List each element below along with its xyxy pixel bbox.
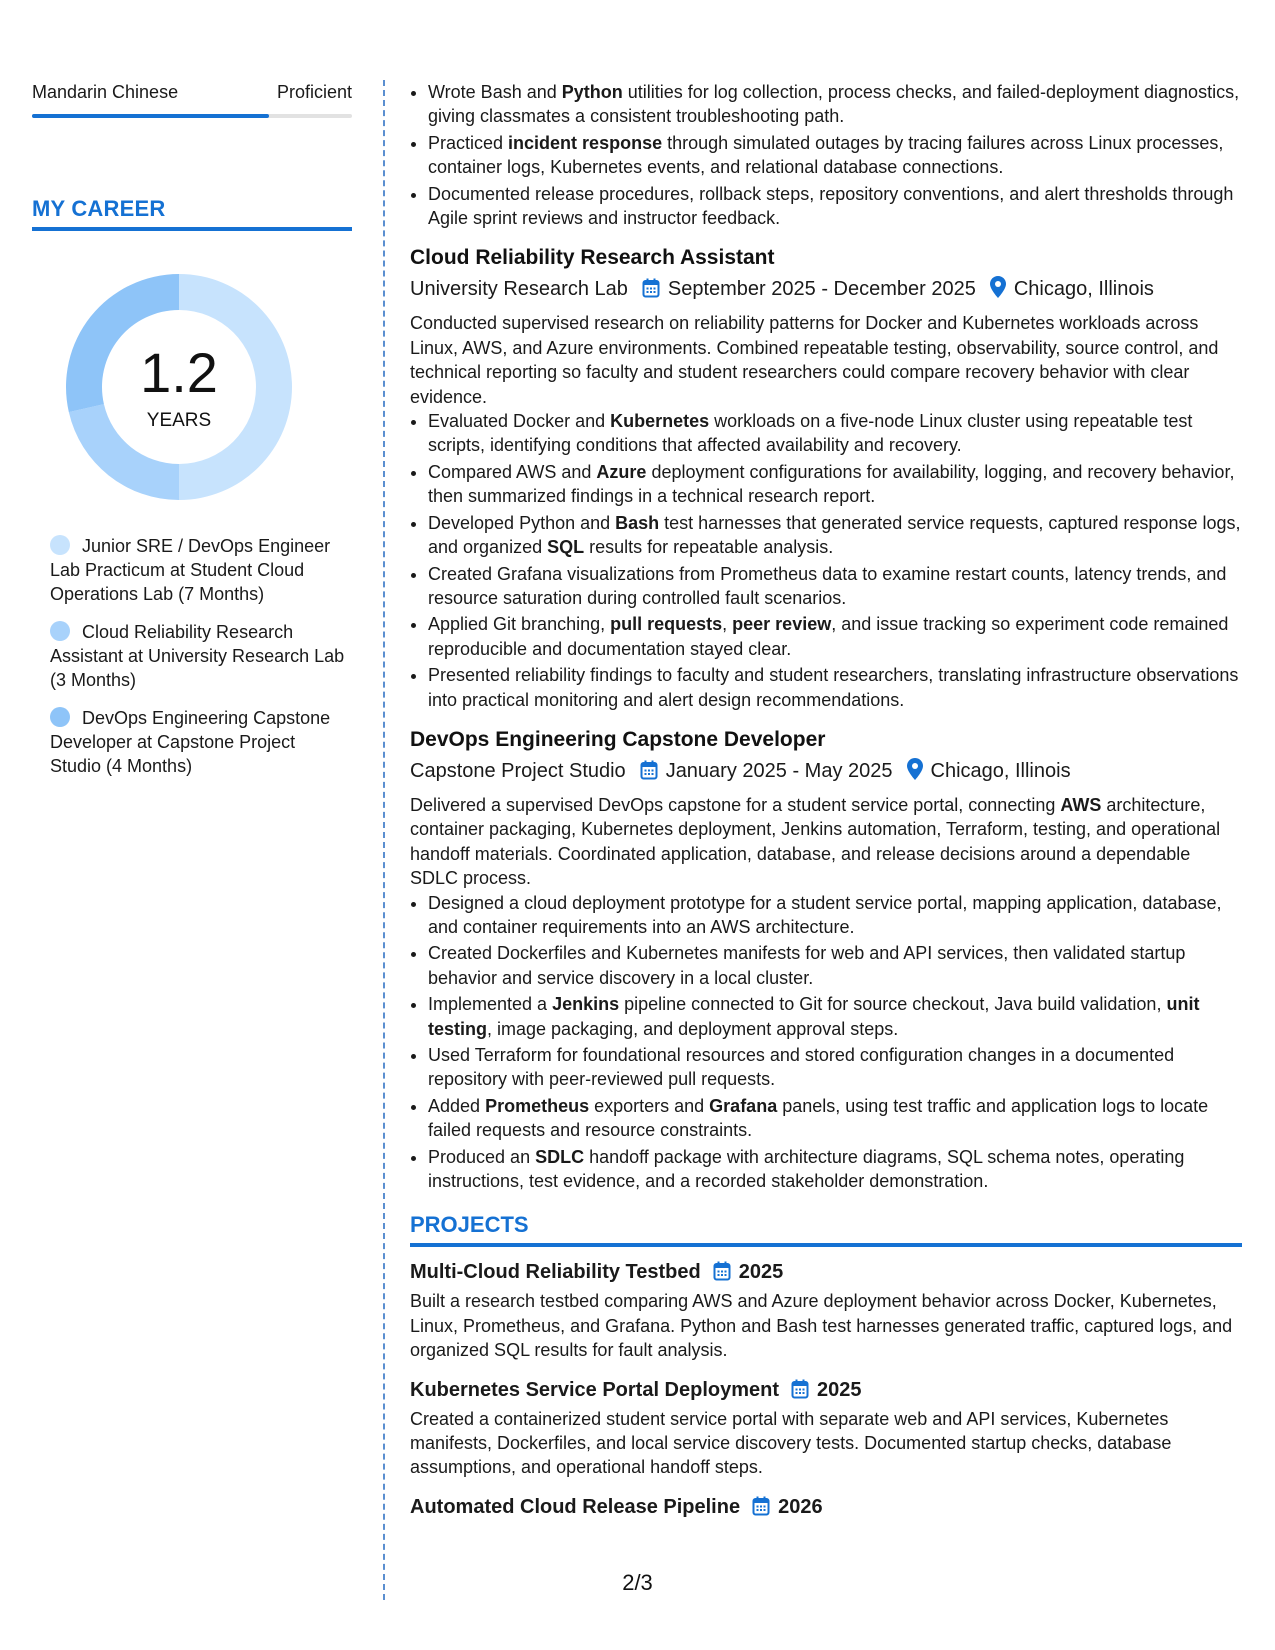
intro-bullet-list — [410, 80, 1242, 230]
project-header — [410, 1377, 1242, 1403]
projects-list — [410, 1259, 1242, 1519]
legend-dot — [50, 707, 70, 727]
job-title: DevOps Engineering Capstone Developer — [410, 727, 826, 751]
project-header — [410, 1494, 1242, 1520]
bullet-item: • Practiced incident response through simulated outages by tracing failures across Linux processes, container logs, Kubernetes events, and relational database connections. — [428, 131, 1242, 180]
job-dates: September 2025 - December 2025 — [667, 278, 976, 301]
calendar-icon — [713, 1261, 731, 1281]
job-entry — [410, 244, 1242, 712]
language-row — [32, 82, 352, 106]
legend-dot — [50, 621, 70, 641]
career-legend-label: DevOps Engineering Capstone Developer at Capstone Project Studio (4 Months) — [50, 708, 331, 776]
bullet-item: • Developed Python and Bash test harnesses that generated service requests, captured response logs, and organized SQL results for repeatable analysis. — [428, 511, 1242, 560]
language-proficiency-fill — [32, 114, 269, 118]
job-location: Chicago, Illinois — [1013, 278, 1154, 301]
career-total-unit: YEARS — [146, 410, 212, 431]
career-legend — [50, 534, 350, 792]
project-title: Multi-Cloud Reliability Testbed — [410, 1261, 701, 1284]
language-proficiency-bar — [32, 114, 352, 118]
bullet-item: • Implemented a Jenkins pipeline connected to Git for source checkout, Java build validation, unit testing, image packaging, and deployment approval steps. — [428, 992, 1242, 1041]
job-meta — [410, 275, 1242, 303]
job-dates: January 2025 - May 2025 — [665, 759, 893, 782]
location-pin-icon — [907, 758, 923, 780]
bullet-item: • Used Terraform for foundational resources and stored configuration changes in a documented repository with peer-reviewed pull requests. — [428, 1043, 1242, 1092]
project-year: 2025 — [738, 1261, 784, 1284]
job-summary: Conducted supervised research on reliability patterns for Docker and Kubernetes workloads across Linux, AWS, and Azure environments. Combined repeatable testing, observability, source control, and technical reporting so faculty and student researchers could compare recovery behavior with clear evidence. — [410, 313, 1219, 407]
job-company: University Research Lab — [410, 278, 628, 301]
bullet-item: • Designed a cloud deployment prototype for a student service portal, mapping application, database, and container requirements into an AWS architecture. — [428, 891, 1242, 940]
location-pin-icon — [990, 276, 1006, 298]
job-summary: Delivered a supervised DevOps capstone for a student service portal, connecting AWS architecture, container packaging, Kubernetes deployment, Jenkins automation, Terraform, testing, and operational handoff materials. Coordinated application, database, and release decisions around a dependable SDLC process. — [410, 794, 1221, 889]
calendar-icon — [752, 1496, 770, 1516]
career-legend-label: Junior SRE / DevOps Engineer Lab Practicum at Student Cloud Operations Lab (7 Months) — [50, 536, 331, 604]
job-entry — [410, 726, 1242, 1194]
bullet-item: • Presented reliability findings to faculty and student researchers, translating infrastructure observations into practical monitoring and alert design recommendations. — [428, 663, 1242, 712]
bullet-item: • Wrote Bash and Python utilities for log collection, process checks, and failed-deployment diagnostics, giving classmates a consistent troubleshooting path. — [428, 80, 1242, 129]
job-location: Chicago, Illinois — [930, 759, 1071, 782]
project-entry — [410, 1259, 1242, 1362]
language-level: Proficient — [276, 82, 352, 102]
project-header — [410, 1259, 1242, 1285]
calendar-icon — [640, 760, 658, 780]
career-heading: MY CAREER — [32, 196, 166, 221]
bullet-item: • Documented release procedures, rollback steps, repository conventions, and alert thresholds through Agile sprint reviews and instructor feedback. — [428, 182, 1242, 231]
calendar-icon — [791, 1379, 809, 1399]
project-year: 2025 — [817, 1378, 862, 1401]
projects-heading-rule — [410, 1243, 1242, 1247]
career-legend-item — [50, 534, 350, 606]
projects-heading: PROJECTS — [410, 1212, 529, 1238]
project-entry — [410, 1377, 1242, 1480]
page-number: 2/3 — [622, 1570, 653, 1595]
job-company: Capstone Project Studio — [410, 759, 626, 782]
jobs-list — [410, 244, 1242, 1193]
bullet-item: • Created Dockerfiles and Kubernetes manifests for web and API services, then validated startup behavior and service discovery in a local cluster. — [428, 941, 1242, 990]
project-title: Automated Cloud Release Pipeline — [410, 1495, 741, 1518]
job-title: Cloud Reliability Research Assistant — [410, 246, 775, 270]
calendar-icon — [642, 278, 660, 298]
project-title: Kubernetes Service Portal Deployment — [410, 1378, 780, 1401]
column-divider — [383, 80, 385, 1600]
career-legend-item — [50, 620, 350, 692]
legend-dot — [50, 535, 70, 555]
project-entry — [410, 1494, 1242, 1520]
project-description: Built a research testbed comparing AWS and Azure deployment behavior across Docker, Kubernetes, Linux, Prometheus, and Grafana. Python and Bash test harnesses generated traffic, captured logs, and organized SQL results for fault analysis. — [410, 1291, 1233, 1361]
bullet-item: • Compared AWS and Azure deployment configurations for availability, logging, and recovery behavior, then summarized findings in a technical research report. — [428, 460, 1242, 509]
bullet-item: • Evaluated Docker and Kubernetes workloads on a five-node Linux cluster using repeatable test scripts, identifying conditions that affected availability and recovery. — [428, 409, 1242, 458]
career-total-value: 1.2 — [140, 341, 218, 404]
project-description: Created a containerized student service portal with separate web and API services, Kubernetes manifests, Dockerfiles, and local service discovery tests. Documented startup checks, database assumptions, and operational handoff steps. — [410, 1408, 1172, 1478]
job-bullet-list — [410, 409, 1242, 712]
job-meta — [410, 757, 1242, 785]
career-legend-label: Cloud Reliability Research Assistant at University Research Lab (3 Months) — [50, 622, 345, 690]
project-year: 2026 — [778, 1495, 823, 1518]
language-name: Mandarin Chinese — [32, 82, 179, 102]
career-heading-rule — [32, 227, 352, 231]
main-column — [410, 80, 1242, 1534]
bullet-item: • Produced an SDLC handoff package with architecture diagrams, SQL schema notes, operating instructions, test evidence, and a recorded stakeholder demonstration. — [428, 1145, 1242, 1194]
career-legend-item — [50, 706, 350, 778]
bullet-item: • Added Prometheus exporters and Grafana panels, using test traffic and application logs to locate failed requests and resource constraints. — [428, 1094, 1242, 1143]
bullet-item: • Applied Git branching, pull requests, peer review, and issue tracking so experiment code remained reproducible and documentation stayed clear. — [428, 612, 1242, 661]
job-bullet-list — [410, 891, 1242, 1194]
bullet-item: • Created Grafana visualizations from Prometheus data to examine restart counts, latency trends, and resource saturation during controlled fault scenarios. — [428, 562, 1242, 611]
